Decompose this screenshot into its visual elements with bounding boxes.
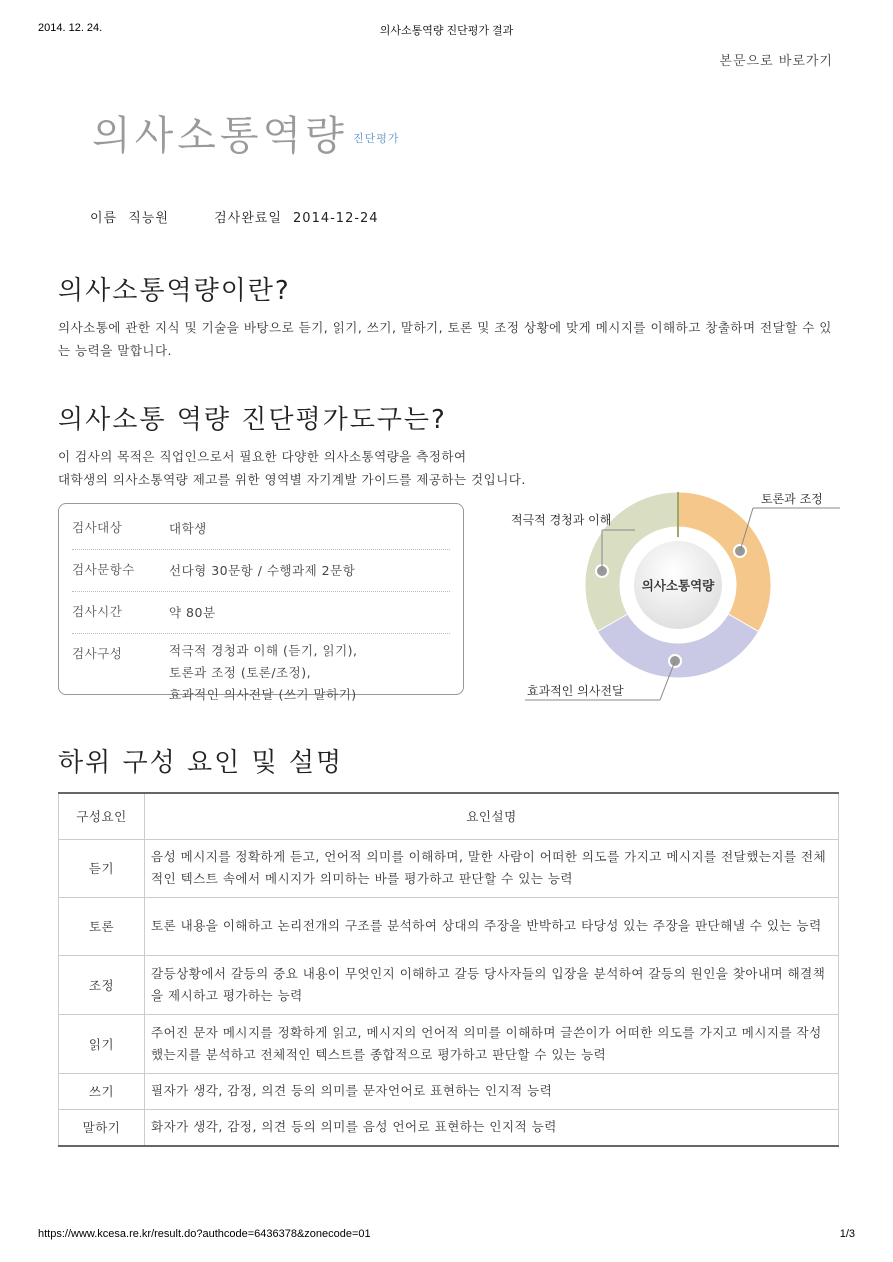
label-active-listening: 적극적 경청과 이해 <box>511 513 612 527</box>
composition-line: 효과적인 의사전달 (쓰기 말하기) <box>169 687 357 702</box>
factor-description: 주어진 문자 메시지를 정확하게 읽고, 메시지의 언어적 의미를 이해하며 글쓴이가 어떠한 의도를 가지고 메시지를 작성했는지를 분석하고 전체적인 텍스트를 종합적으로 평가하고 판단할 수 있는 능력 <box>145 1014 839 1073</box>
test-info-value <box>169 640 450 706</box>
composition-line: 적극적 경청과 이해 (듣기, 읽기), <box>169 643 358 658</box>
test-info-value: 대학생 <box>169 521 207 536</box>
factor-name: 토론 <box>59 897 145 955</box>
column-header: 요인설명 <box>145 793 839 839</box>
table-header-row <box>59 793 839 839</box>
section-heading-factors: 하위 구성 요인 및 설명 <box>58 748 344 778</box>
table-row <box>59 897 839 955</box>
table-row <box>59 839 839 897</box>
test-info-label: 검사문항수 <box>72 562 135 577</box>
table-row <box>59 1073 839 1109</box>
competency-diagram <box>495 485 845 710</box>
test-taker-info <box>90 207 385 226</box>
page-title: 의사소통역량 <box>92 113 348 159</box>
test-info-label: 검사대상 <box>72 520 123 535</box>
label-effective-communication: 효과적인 의사전달 <box>527 684 624 698</box>
table-row <box>59 1109 839 1146</box>
definition-text: 의사소통에 관한 지식 및 기술을 바탕으로 듣기, 읽기, 쓰기, 말하기, 토론 및 조정 상황에 맞게 메시지를 이해하고 창출하며 전달할 수 있는 능력을 말합니다. <box>58 320 832 358</box>
date-value: 2014-12-24 <box>293 211 379 226</box>
factor-description: 화자가 생각, 감정, 의견 등의 의미를 음성 언어로 표현하는 인지적 능력 <box>145 1109 839 1146</box>
print-page-number: 1/3 <box>839 1228 855 1240</box>
test-info-label: 검사구성 <box>72 646 123 661</box>
purpose-line-1: 이 검사의 목적은 직업인으로서 필요한 다양한 의사소통역량을 측정하여 <box>58 449 467 464</box>
factor-description: 토론 내용을 이해하고 논리전개의 구조를 분석하여 상대의 주장을 반박하고 타당성 있는 주장을 판단해낼 수 있는 능력 <box>145 897 839 955</box>
factor-description: 음성 메시지를 정확하게 듣고, 언어적 의미를 이해하며, 말한 사람이 어떠한 의도를 가지고 메시지를 전달했는지를 전체적인 텍스트 속에서 메시지가 의미하는 바를 평가하고 판단할 수 있는 능력 <box>145 839 839 897</box>
test-info-row <box>72 592 450 634</box>
center-label: 의사소통역량 <box>641 578 715 593</box>
date-label: 검사완료일 <box>214 211 282 226</box>
factor-description: 갈등상황에서 갈등의 중요 내용이 무엇인지 이해하고 갈등 당사자들의 입장을 분석하여 갈등의 원인을 찾아내며 해결책을 제시하고 평가하는 능력 <box>145 955 839 1014</box>
name-label: 이름 <box>90 211 118 226</box>
print-date: 2014. 12. 24. <box>38 22 103 34</box>
factor-description: 필자가 생각, 감정, 의견 등의 의미를 문자언어로 표현하는 인지적 능력 <box>145 1073 839 1109</box>
table-row <box>59 1014 839 1073</box>
factor-name: 읽기 <box>59 1014 145 1073</box>
test-info-label: 검사시간 <box>72 604 123 619</box>
label-debate-mediation: 토론과 조정 <box>761 492 823 506</box>
composition-line: 토론과 조정 (토론/조정), <box>169 665 312 680</box>
test-info-value: 선다형 30문항 / 수행과제 2문항 <box>169 563 356 578</box>
section-heading-definition: 의사소통역량이란? <box>58 276 291 306</box>
skip-to-content-link[interactable]: 본문으로 바로가기 <box>719 54 833 69</box>
page-subtitle: 진단평가 <box>353 132 400 145</box>
factor-name: 쓰기 <box>59 1073 145 1109</box>
factor-name: 말하기 <box>59 1109 145 1146</box>
test-info-box <box>58 503 464 702</box>
table-row <box>59 955 839 1014</box>
test-info-row <box>72 634 450 715</box>
print-title: 의사소통역량 진단평가 결과 <box>379 25 514 37</box>
print-url: https://www.kcesa.re.kr/result.do?authcode=6436378&zonecode=01 <box>38 1228 371 1240</box>
factor-table <box>58 792 839 1147</box>
purpose-line-2: 대학생의 의사소통역량 제고를 위한 영역별 자기계발 가이드를 제공하는 것입니다. <box>58 472 526 487</box>
competency-donut <box>495 485 845 710</box>
factor-name: 듣기 <box>59 839 145 897</box>
section-heading-tool: 의사소통 역량 진단평가도구는? <box>58 405 447 435</box>
test-info-row <box>72 508 450 550</box>
name-value: 직능원 <box>128 211 169 226</box>
test-info-row <box>72 550 450 592</box>
column-header: 구성요인 <box>59 793 145 839</box>
factor-name: 조정 <box>59 955 145 1014</box>
test-info-value: 약 80분 <box>169 605 216 620</box>
